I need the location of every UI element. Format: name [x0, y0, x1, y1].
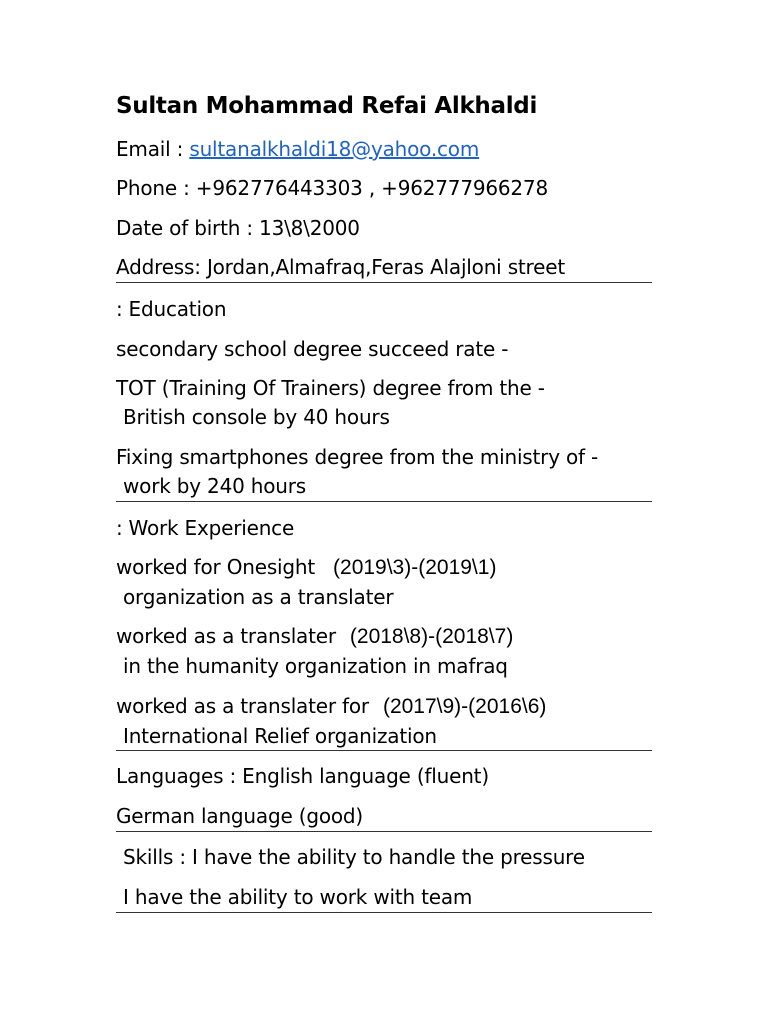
work-item-title: worked as a translater for — [116, 694, 369, 718]
languages-line: German language (good) — [116, 804, 363, 828]
education-item: secondary school degree succeed rate - — [116, 337, 509, 361]
skills-line: I have the ability to work with team — [123, 885, 473, 909]
dob-line: Date of birth : 13\8\2000 — [116, 216, 360, 240]
section-divider — [116, 750, 652, 751]
education-item: Fixing smartphones degree from the ministry of - — [116, 445, 599, 469]
work-item-date: (2018\8)-(2018\7) — [349, 625, 514, 648]
work-item — [116, 694, 546, 719]
education-item-continuation: British console by 40 hours — [123, 405, 390, 429]
phone-line: Phone : +962776443303 , +962777966278 — [116, 176, 548, 200]
work-item-continuation: International Relief organization — [123, 724, 437, 748]
work-item-date: (2017\9)-(2016\6) — [382, 695, 547, 718]
work-item-title: worked as a translater — [116, 624, 336, 648]
section-divider — [116, 912, 652, 913]
work-item-continuation: organization as a translater — [123, 585, 394, 609]
work-heading — [116, 516, 294, 540]
languages-line: Languages : English language (fluent) — [116, 764, 489, 788]
work-heading-text: Work Experience — [128, 516, 295, 540]
education-item-continuation: work by 240 hours — [123, 474, 307, 498]
email-link[interactable]: sultanalkhaldi18@yahoo.com — [189, 137, 480, 161]
skills-line: Skills : I have the ability to handle the pressure — [123, 845, 585, 869]
resume-name: Sultan Mohammad Refai Alkhaldi — [116, 93, 538, 119]
address-line: Address: Jordan,Almafraq,Feras Alajloni street — [116, 255, 565, 279]
work-heading-colon: : — [116, 516, 123, 540]
education-heading-text: Education — [128, 297, 227, 321]
work-item-continuation: in the humanity organization in mafraq — [123, 654, 508, 678]
section-divider — [116, 501, 652, 502]
section-divider — [116, 282, 652, 283]
section-divider — [116, 831, 652, 832]
education-item: TOT (Training Of Trainers) degree from the - — [116, 376, 545, 400]
work-item — [116, 555, 496, 580]
education-heading-colon: : — [116, 297, 123, 321]
work-item-date: (2019\3)-(2019\1) — [333, 556, 497, 579]
email-label: Email : — [116, 137, 190, 161]
work-item — [116, 624, 513, 649]
education-heading — [116, 297, 226, 321]
work-item-title: worked for Onesight — [116, 555, 316, 579]
email-line — [116, 137, 479, 161]
